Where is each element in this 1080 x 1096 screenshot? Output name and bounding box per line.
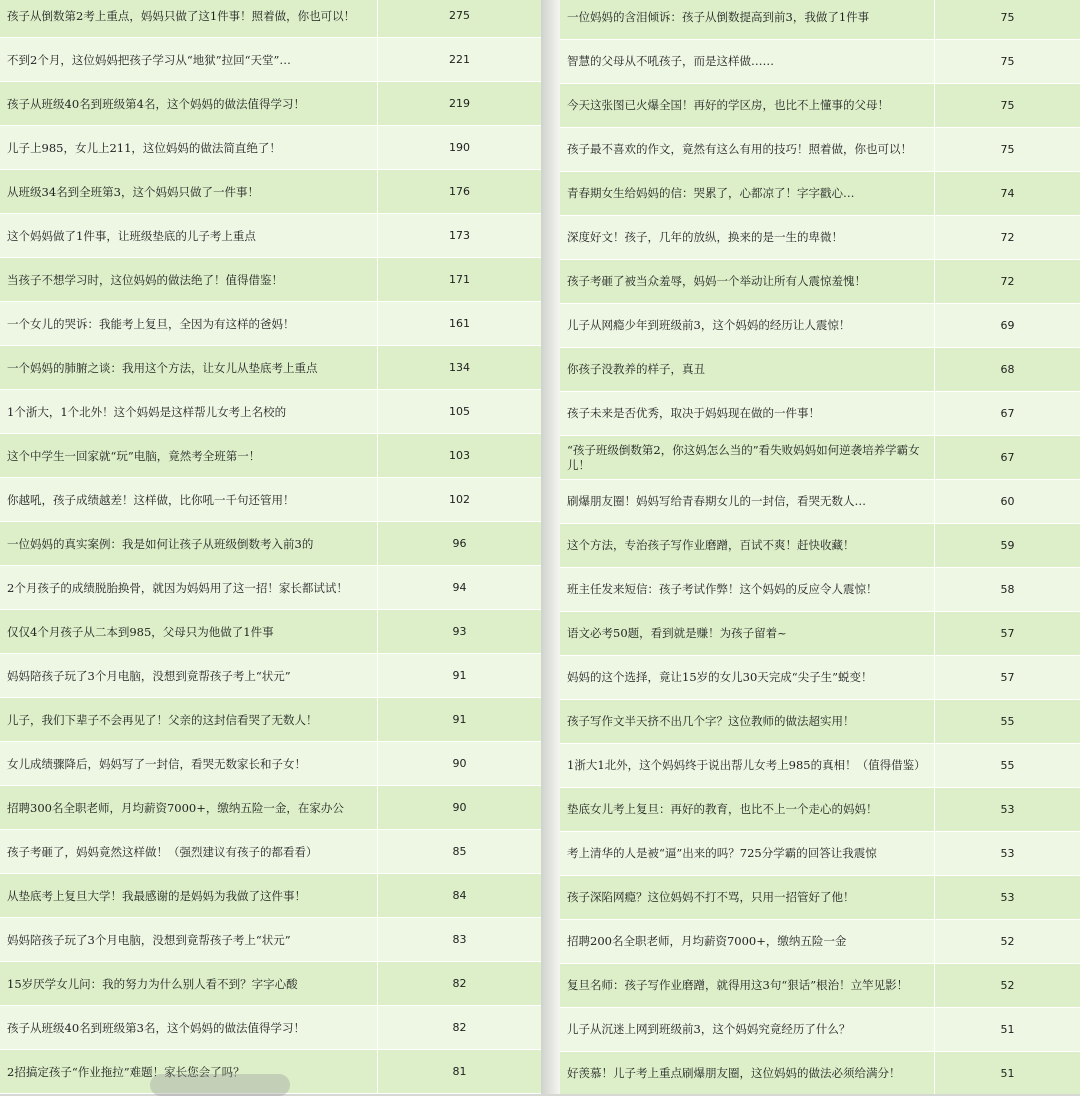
article-title-cell: 一位妈妈的真实案例：我是如何让孩子从班级倒数考入前3的 [0,522,378,566]
count-cell: 275 [378,0,542,38]
article-title-cell: 1个浙大，1个北外！这个妈妈是这样帮儿女考上名校的 [0,390,378,434]
article-title-cell: 好羡慕！儿子考上重点刷爆朋友圈，这位妈妈的做法必须给满分！ [560,1052,935,1095]
table-row [560,832,1080,876]
right-table-panel [560,0,1080,1094]
count-cell: 219 [378,82,542,126]
article-title-cell: 刷爆朋友圈！妈妈写给青春期女儿的一封信，看哭无数人… [560,480,935,524]
table-row [560,392,1080,436]
count-cell: 190 [378,126,542,170]
table-row [560,744,1080,788]
count-cell: 82 [378,962,542,1006]
article-title-cell: 妈妈的这个选择，竟让15岁的女儿30天完成“尖子生”蜕变！ [560,656,935,700]
table-row [0,0,541,38]
count-cell: 96 [378,522,542,566]
article-title-cell: 仅仅4个月孩子从二本到985，父母只为他做了1件事 [0,610,378,654]
article-title-cell: 垫底女儿考上复旦：再好的教育，也比不上一个走心的妈妈！ [560,788,935,832]
article-title-cell: 2招搞定孩子“作业拖拉”难题！家长您会了吗？ [0,1050,378,1094]
count-cell: 69 [935,304,1080,348]
table-row [0,742,541,786]
count-cell: 134 [378,346,542,390]
article-title-cell: 妈妈陪孩子玩了3个月电脑，没想到竟帮孩子考上“状元” [0,918,378,962]
table-row [0,126,541,170]
panel-gutter [541,0,560,1094]
count-cell: 53 [935,788,1080,832]
count-cell: 59 [935,524,1080,568]
article-title-cell: “孩子班级倒数第2，你这妈怎么当的”看失败妈妈如何逆袭培养学霸女儿！ [560,436,935,480]
article-title-cell: 你越吼，孩子成绩越差！这样做，比你吼一千句还管用！ [0,478,378,522]
article-title-cell: 儿子上985，女儿上211，这位妈妈的做法简直绝了！ [0,126,378,170]
article-title-cell: 孩子最不喜欢的作文，竟然有这么有用的技巧！照着做，你也可以！ [560,128,935,172]
count-cell: 91 [378,654,542,698]
table-row [0,830,541,874]
table-row [560,128,1080,172]
count-cell: 85 [378,830,542,874]
table-row [560,216,1080,260]
article-title-cell: 语文必考50题，看到就是赚！为孩子留着~ [560,612,935,656]
table-row [560,260,1080,304]
article-title-cell: 女儿成绩骤降后，妈妈写了一封信，看哭无数家长和子女！ [0,742,378,786]
table-row [0,302,541,346]
count-cell: 176 [378,170,542,214]
count-cell: 67 [935,436,1080,480]
article-title-cell: 孩子深陷网瘾？这位妈妈不打不骂，只用一招管好了他！ [560,876,935,920]
count-cell: 161 [378,302,542,346]
table-row [0,38,541,82]
article-title-cell: 1浙大1北外，这个妈妈终于说出帮儿女考上985的真相！（值得借鉴） [560,744,935,788]
table-row [560,304,1080,348]
table-row [0,874,541,918]
table-row [560,524,1080,568]
article-title-cell: 孩子从班级40名到班级第3名，这个妈妈的做法值得学习！ [0,1006,378,1050]
article-title-cell: 不到2个月，这位妈妈把孩子学习从“地狱”拉回“天堂”… [0,38,378,82]
table-row [0,390,541,434]
table-row [560,1008,1080,1052]
table-row [560,788,1080,832]
article-title-cell: 青春期女生给妈妈的信：哭累了，心都凉了！字字戳心… [560,172,935,216]
article-title-cell: 孩子未来是否优秀，取决于妈妈现在做的一件事！ [560,392,935,436]
count-cell: 52 [935,920,1080,964]
table-row [560,568,1080,612]
article-title-cell: 15岁厌学女儿问：我的努力为什么别人看不到？字字心酸 [0,962,378,1006]
table-row [560,84,1080,128]
table-row [0,698,541,742]
table-row [0,1006,541,1050]
count-cell: 171 [378,258,542,302]
table-row [0,82,541,126]
table-row [560,40,1080,84]
article-title-cell: 考上清华的人是被“逼”出来的吗？725分学霸的回答让我震惊 [560,832,935,876]
count-cell: 60 [935,480,1080,524]
count-cell: 102 [378,478,542,522]
count-cell: 53 [935,832,1080,876]
count-cell: 58 [935,568,1080,612]
article-title-cell: 妈妈陪孩子玩了3个月电脑，没想到竟帮孩子考上“状元” [0,654,378,698]
count-cell: 173 [378,214,542,258]
count-cell: 75 [935,84,1080,128]
watermark-badge [150,1074,290,1096]
table-row [0,566,541,610]
count-cell: 55 [935,700,1080,744]
article-title-cell: 儿子从网瘾少年到班级前3，这个妈妈的经历让人震惊！ [560,304,935,348]
count-cell: 57 [935,612,1080,656]
count-cell: 221 [378,38,542,82]
count-cell: 90 [378,786,542,830]
article-title-cell: 孩子写作文半天挤不出几个字？这位教师的做法超实用！ [560,700,935,744]
count-cell: 72 [935,216,1080,260]
article-title-cell: 孩子考砸了被当众羞辱，妈妈一个举动让所有人震惊羞愧！ [560,260,935,304]
table-row [560,964,1080,1008]
table-row [560,876,1080,920]
table-row [0,918,541,962]
count-cell: 55 [935,744,1080,788]
count-cell: 72 [935,260,1080,304]
count-cell: 75 [935,128,1080,172]
count-cell: 68 [935,348,1080,392]
table-row [0,434,541,478]
count-cell: 94 [378,566,542,610]
article-title-cell: 这个方法，专治孩子写作业磨蹭，百试不爽！赶快收藏！ [560,524,935,568]
table-row [0,962,541,1006]
article-title-cell: 儿子，我们下辈子不会再见了！父亲的这封信看哭了无数人！ [0,698,378,742]
article-title-cell: 今天这张图已火爆全国！再好的学区房，也比不上懂事的父母！ [560,84,935,128]
table-row [0,258,541,302]
article-title-cell: 智慧的父母从不吼孩子，而是这样做…… [560,40,935,84]
count-cell: 82 [378,1006,542,1050]
count-cell: 74 [935,172,1080,216]
table-row [0,478,541,522]
article-title-cell: 这个妈妈做了1件事，让班级垫底的儿子考上重点 [0,214,378,258]
article-title-cell: 班主任发来短信：孩子考试作弊！这个妈妈的反应令人震惊！ [560,568,935,612]
count-cell: 52 [935,964,1080,1008]
table-row [560,920,1080,964]
table-row [0,346,541,390]
article-title-cell: 复旦名师：孩子写作业磨蹭，就得用这3句“狠话”根治！立竿见影！ [560,964,935,1008]
right-article-table [560,0,1080,1094]
count-cell: 81 [378,1050,542,1094]
article-title-cell: 招聘200名全职老师，月均薪资7000+，缴纳五险一金 [560,920,935,964]
count-cell: 67 [935,392,1080,436]
article-title-cell: 当孩子不想学习时，这位妈妈的做法绝了！值得借鉴！ [0,258,378,302]
article-title-cell: 孩子考砸了，妈妈竟然这样做！（强烈建议有孩子的都看看） [0,830,378,874]
table-row [560,612,1080,656]
article-title-cell: 孩子从倒数第2考上重点，妈妈只做了这1件事！照着做，你也可以！ [0,0,378,38]
table-row [560,656,1080,700]
count-cell: 75 [935,0,1080,40]
article-title-cell: 深度好文！孩子，几年的放纵，换来的是一生的卑微！ [560,216,935,260]
count-cell: 83 [378,918,542,962]
count-cell: 91 [378,698,542,742]
count-cell: 90 [378,742,542,786]
count-cell: 75 [935,40,1080,84]
table-row [560,700,1080,744]
article-title-cell: 招聘300名全职老师，月均薪资7000+，缴纳五险一金，在家办公 [0,786,378,830]
table-row [560,436,1080,480]
count-cell: 84 [378,874,542,918]
table-row [0,786,541,830]
table-row [560,0,1080,40]
count-cell: 57 [935,656,1080,700]
count-cell: 93 [378,610,542,654]
article-title-cell: 你孩子没教养的样子，真丑 [560,348,935,392]
article-title-cell: 一个女儿的哭诉：我能考上复旦，全因为有这样的爸妈！ [0,302,378,346]
article-title-cell: 孩子从班级40名到班级第4名，这个妈妈的做法值得学习！ [0,82,378,126]
article-title-cell: 一个妈妈的肺腑之谈：我用这个方法，让女儿从垫底考上重点 [0,346,378,390]
table-row [560,348,1080,392]
table-row [0,654,541,698]
table-row [0,610,541,654]
count-cell: 51 [935,1052,1080,1095]
table-row [560,1052,1080,1095]
article-title-cell: 一位妈妈的含泪倾诉：孩子从倒数提高到前3，我做了1件事 [560,0,935,40]
table-row [0,170,541,214]
article-title-cell: 2个月孩子的成绩脱胎换骨，就因为妈妈用了这一招！家长都试试！ [0,566,378,610]
table-row [0,214,541,258]
table-row [0,522,541,566]
article-title-cell: 从班级34名到全班第3，这个妈妈只做了一件事！ [0,170,378,214]
count-cell: 103 [378,434,542,478]
count-cell: 53 [935,876,1080,920]
table-row [560,172,1080,216]
article-title-cell: 这个中学生一回家就“玩”电脑，竟然考全班第一！ [0,434,378,478]
count-cell: 51 [935,1008,1080,1052]
table-row [560,480,1080,524]
article-title-cell: 儿子从沉迷上网到班级前3，这个妈妈究竟经历了什么？ [560,1008,935,1052]
count-cell: 105 [378,390,542,434]
article-title-cell: 从垫底考上复旦大学！我最感谢的是妈妈为我做了这件事！ [0,874,378,918]
